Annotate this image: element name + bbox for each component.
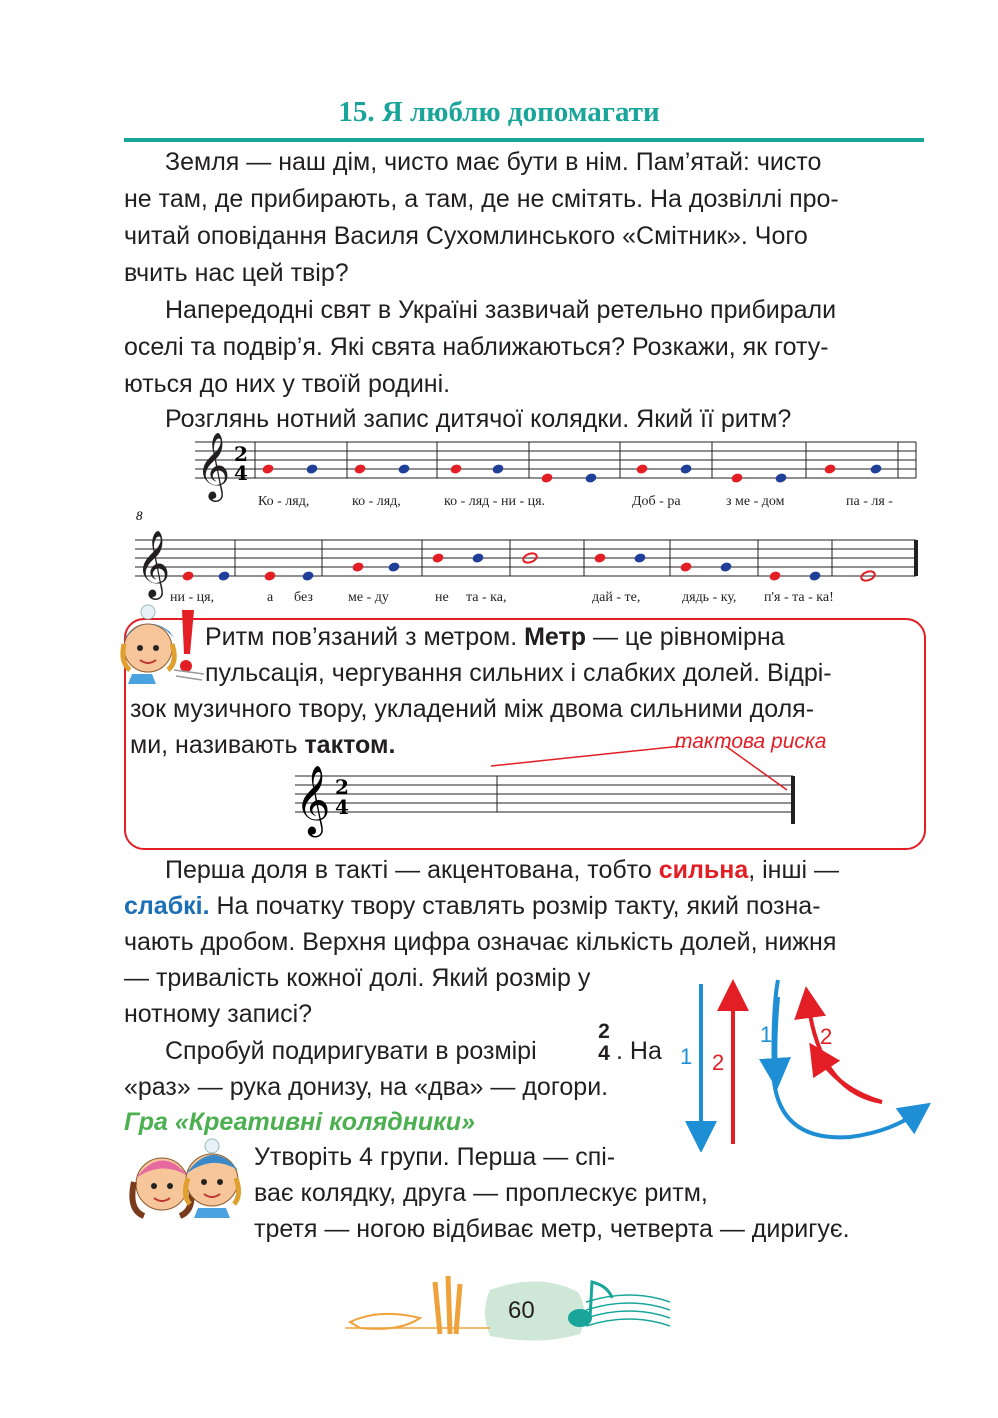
para4-line2: слабкі. На початку твору ставлять розмір такту, який позна-: [124, 892, 821, 920]
curve-down: [774, 980, 919, 1137]
game-title: Гра «Креативні колядники»: [124, 1108, 475, 1136]
time-sig-bottom: 4: [234, 461, 248, 485]
footer-ornament: [340, 1262, 680, 1352]
quarter-note: [471, 552, 484, 564]
lyric: ко - ляд,: [352, 494, 401, 509]
time-sig-top: 2: [234, 442, 248, 466]
quarter-note: [217, 570, 230, 582]
game-line2: ває колядку, друга — проплескує ритм,: [254, 1179, 708, 1207]
game-line3: третя — ногою відбиває метр, четверта — диригує.: [254, 1215, 850, 1243]
quarter-note: [633, 552, 646, 564]
para2-line1: Напередодні свят в Україні зазвичай ретельно прибирали: [165, 296, 837, 324]
para4-line1: Перша доля в такті — акцентована, тобто сильна, інші —: [165, 856, 840, 884]
conducting-diagram: [670, 962, 932, 1152]
quarter-note: [823, 463, 836, 475]
para5-line2: «раз» — рука донизу, на «два» — догори.: [124, 1073, 609, 1101]
quarter-note: [387, 561, 400, 573]
barline-pointer: [491, 746, 787, 790]
brush-icon: [435, 1276, 460, 1334]
para3: Розглянь нотний запис дитячої колядки. Який її ритм?: [165, 405, 792, 433]
time-fraction: 2 4: [598, 1020, 610, 1065]
beat-2-label: 2: [820, 1024, 833, 1049]
measure-number: 8: [136, 508, 143, 523]
lyric: ни - ця,: [170, 590, 215, 605]
lyric: ко - ляд - ни - ця.: [444, 494, 546, 509]
lyric: та - ка,: [466, 590, 507, 605]
para1-line2: не там, де прибирають, а там, де не смітять. На дозвіллі про-: [124, 185, 839, 213]
bar-example-staff: [285, 746, 805, 846]
quarter-note: [593, 552, 606, 564]
lyric: Доб - ра: [632, 494, 681, 509]
rule-line3: зок музичного твору, укладений між двома сильними доля-: [130, 695, 815, 723]
quarter-note: [261, 463, 274, 475]
lyric: дядь - ку,: [682, 590, 737, 605]
game-line1: Утворіть 4 групи. Перша — спі-: [254, 1143, 616, 1171]
quarter-note: [808, 570, 821, 582]
beat-2-label: 2: [712, 1050, 725, 1075]
para4-line3: чають дробом. Верхня цифра означає кількість долей, нижня: [124, 928, 837, 956]
note-icon: [568, 1309, 592, 1327]
quarter-note: [301, 570, 314, 582]
title-rule: [124, 138, 924, 142]
music-score: [130, 430, 930, 610]
quarter-note: [730, 472, 743, 484]
treble-clef-icon: 𝄞: [136, 529, 171, 597]
rule-line2: пульсація, чергування сильних і слабких долей. Відрі-: [205, 659, 832, 687]
quarter-note: [263, 570, 276, 582]
quarter-note: [719, 561, 732, 573]
para1-line3: читай оповідання Василя Сухомлинського «Смітник». Чого: [124, 222, 808, 250]
quarter-note: [774, 472, 787, 484]
music-staff-icon: [586, 1295, 670, 1326]
para2-line3: ються до них у твоїй родині.: [124, 370, 451, 398]
beat-1-label: 1: [680, 1044, 693, 1069]
kids-illustration-icon: [124, 1138, 254, 1220]
quarter-note: [540, 472, 553, 484]
staff-1: [195, 442, 916, 478]
para5-line1-end: . На: [616, 1037, 662, 1065]
quarter-note: [869, 463, 882, 475]
curve-down-short: [775, 997, 778, 1074]
quarter-note: [635, 463, 648, 475]
lyric: з ме - дом: [726, 494, 785, 509]
para4-line5: нотному записі?: [124, 1000, 313, 1028]
para1-line4: вчить нас цей твір?: [124, 259, 349, 287]
lyric: а: [267, 590, 274, 605]
lyric: ме - ду: [348, 590, 389, 605]
lyric: дай - те,: [592, 590, 641, 605]
time-sig-top: 2: [335, 775, 349, 799]
treble-clef-icon: 𝄞: [196, 431, 231, 499]
kid-exclamation-icon: [112, 604, 208, 686]
para5-line1: Спробуй подиригувати в розмірі: [165, 1037, 537, 1065]
quarter-note: [768, 570, 781, 582]
page-number: 60: [508, 1297, 535, 1324]
para4-line4: — тривалість кожної долі. Який розмір у: [124, 964, 591, 992]
quarter-note: [679, 463, 692, 475]
quarter-note: [397, 463, 410, 475]
rule-line1: Ритм пов’язаний з метром. Метр — це рівномірна: [205, 623, 785, 651]
quarter-note: [449, 463, 462, 475]
quarter-note: [305, 463, 318, 475]
quarter-note: [351, 561, 364, 573]
para2-line2: оселі та подвір’я. Які свята наближаються? Розкажи, як готу-: [124, 333, 829, 361]
quarter-note: [584, 472, 597, 484]
lyric: без: [294, 590, 313, 605]
time-sig-bottom: 4: [335, 795, 349, 819]
lyric: не: [435, 590, 449, 605]
rule-line4: ми, називають тактом.: [130, 731, 396, 759]
page-title: 15. Я люблю допомагати: [338, 96, 660, 128]
quarter-note: [679, 561, 692, 573]
lyric: па - ля -: [846, 494, 893, 509]
quarter-note: [431, 552, 444, 564]
lyric: Ко - ляд,: [258, 494, 310, 509]
staff-2: [135, 540, 916, 576]
treble-clef-icon: 𝄞: [295, 765, 331, 835]
quarter-note: [353, 463, 366, 475]
quarter-note: [181, 570, 194, 582]
beat-1-label: 1: [760, 1022, 773, 1047]
quarter-note: [491, 463, 504, 475]
curve-up: [808, 1002, 882, 1102]
lyric: п'я - та - ка!: [764, 590, 834, 605]
barline-label: тактова риска: [675, 730, 827, 753]
para1-line1: Земля — наш дім, чисто має бути в нім. Пам’ятай: чисто: [165, 148, 822, 176]
